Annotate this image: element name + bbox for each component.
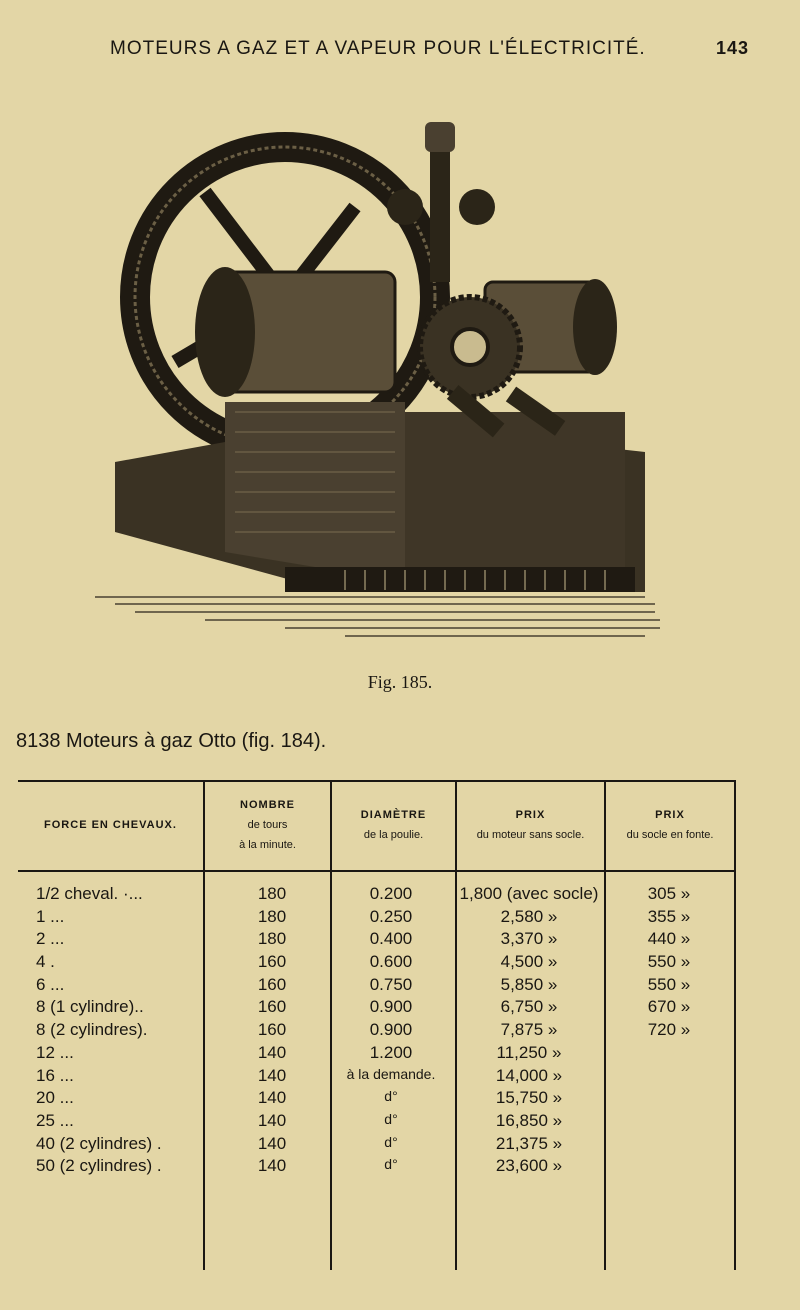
table-cell: 0.600 bbox=[369, 952, 413, 972]
table-cell: 160 bbox=[257, 952, 287, 972]
table-row bbox=[18, 1043, 734, 1066]
header-line: du moteur sans socle. bbox=[476, 829, 585, 841]
table-cell: 140 bbox=[257, 1110, 287, 1130]
table-row bbox=[18, 929, 734, 952]
table-cell: 40 (2 cylindres) . bbox=[36, 1133, 162, 1153]
section-title: 8138 Moteurs à gaz Otto (fig. 184). bbox=[16, 730, 327, 752]
table-cell: 140 bbox=[257, 1042, 287, 1062]
header-tours bbox=[205, 780, 330, 870]
header-line: de tours bbox=[247, 819, 288, 831]
table-cell: 2 ... bbox=[36, 929, 65, 949]
table-cell: 4 . bbox=[36, 952, 55, 972]
table-cell: 25 ... bbox=[36, 1110, 74, 1130]
table-cell: 1.200 bbox=[369, 1042, 413, 1062]
table-row bbox=[18, 884, 734, 907]
table-cell: 550 » bbox=[647, 974, 691, 994]
table-cell: d° bbox=[384, 1156, 398, 1173]
table-row bbox=[18, 1134, 734, 1157]
header-diametre bbox=[332, 780, 455, 870]
table-cell: 160 bbox=[257, 1020, 287, 1040]
table-cell: 7,875 » bbox=[500, 1020, 558, 1040]
table-cell: 20 ... bbox=[36, 1088, 74, 1108]
column-divider bbox=[734, 780, 736, 1270]
table-cell: 5,850 » bbox=[500, 974, 558, 994]
table-row bbox=[18, 997, 734, 1020]
table-cell: 4,500 » bbox=[500, 952, 558, 972]
table-cell: 50 (2 cylindres) . bbox=[36, 1156, 162, 1176]
table-cell: 720 » bbox=[647, 1020, 691, 1040]
table-header-rule bbox=[18, 870, 734, 872]
table-row bbox=[18, 1156, 734, 1179]
header-line: FORCE EN CHEVAUX. bbox=[44, 819, 177, 831]
figure-caption: Fig. 185. bbox=[367, 672, 433, 692]
header-line: à la minute. bbox=[239, 839, 296, 851]
table-row bbox=[18, 975, 734, 998]
table-cell: 6,750 » bbox=[500, 997, 558, 1017]
table-cell: 16 ... bbox=[36, 1065, 74, 1085]
table-cell: 305 » bbox=[647, 884, 691, 903]
table-cell: 1/2 cheval. ·... bbox=[36, 884, 143, 903]
table-cell: d° bbox=[384, 1110, 398, 1127]
table-cell: 12 ... bbox=[36, 1042, 74, 1062]
header-prix-socle bbox=[606, 780, 734, 870]
table-cell: 355 » bbox=[647, 906, 691, 926]
table-cell: 16,850 » bbox=[495, 1110, 563, 1130]
table-cell: 140 bbox=[257, 1156, 287, 1176]
table-cell: à la demande. bbox=[346, 1065, 436, 1082]
table-cell: 1 ... bbox=[36, 906, 65, 926]
table-cell: 180 bbox=[257, 929, 287, 949]
table-row bbox=[18, 1088, 734, 1111]
header-force bbox=[18, 780, 203, 870]
table-cell: 0.200 bbox=[369, 884, 413, 903]
header-line: NOMBRE bbox=[240, 799, 295, 811]
table-cell: 14,000 » bbox=[495, 1065, 563, 1085]
header-prix-moteur bbox=[457, 780, 604, 870]
table-row bbox=[18, 1020, 734, 1043]
table-cell: 0.900 bbox=[369, 1020, 413, 1040]
table-cell: 0.250 bbox=[369, 906, 413, 926]
table-cell: 0.900 bbox=[369, 997, 413, 1017]
table-cell: 6 ... bbox=[36, 974, 65, 994]
header-line: du socle en fonte. bbox=[626, 829, 714, 841]
table-cell: 160 bbox=[257, 974, 287, 994]
table-cell: 8 (1 cylindre).. bbox=[36, 997, 144, 1017]
table-cell: 140 bbox=[257, 1065, 287, 1085]
table-cell: 1,800 (avec socle) bbox=[459, 884, 599, 903]
table-cell: 3,370 » bbox=[500, 929, 558, 949]
table-cell: 11,250 » bbox=[496, 1042, 562, 1062]
header-line: DIAMÈTRE bbox=[360, 809, 427, 821]
table-cell: 180 bbox=[257, 884, 287, 903]
header-line: PRIX bbox=[655, 809, 685, 821]
page-number: 143 bbox=[716, 38, 750, 58]
table-row bbox=[18, 1066, 734, 1089]
table-cell: 180 bbox=[257, 906, 287, 926]
table-cell: 15,750 » bbox=[495, 1088, 563, 1108]
table-cell: 140 bbox=[257, 1133, 287, 1153]
table-row bbox=[18, 952, 734, 975]
table-cell: 0.750 bbox=[369, 974, 413, 994]
page-header bbox=[0, 38, 800, 68]
table-cell: 8 (2 cylindres). bbox=[36, 1020, 148, 1040]
table-cell: 550 » bbox=[647, 952, 691, 972]
table-row bbox=[18, 907, 734, 930]
table-cell: 23,600 » bbox=[495, 1156, 563, 1176]
table-cell: 0.400 bbox=[369, 929, 413, 949]
table-cell: 440 » bbox=[647, 929, 691, 949]
header-line: PRIX bbox=[515, 809, 546, 821]
header-line: de la poulie. bbox=[363, 829, 424, 841]
running-title: MOTEURS A GAZ ET A VAPEUR POUR L'ÉLECTRICITÉ. bbox=[110, 38, 646, 59]
table-row bbox=[18, 1111, 734, 1134]
gas-engine-engraving bbox=[85, 112, 665, 652]
table-cell: 670 » bbox=[647, 997, 691, 1017]
table-cell: 2,580 » bbox=[500, 906, 558, 926]
table-body bbox=[18, 884, 734, 1179]
table-cell: d° bbox=[384, 1133, 398, 1150]
table-cell: 160 bbox=[257, 997, 287, 1017]
price-table bbox=[18, 780, 738, 1270]
table-cell: d° bbox=[384, 1088, 398, 1105]
table-cell: 21,375 » bbox=[495, 1133, 563, 1153]
table-cell: 140 bbox=[257, 1088, 287, 1108]
